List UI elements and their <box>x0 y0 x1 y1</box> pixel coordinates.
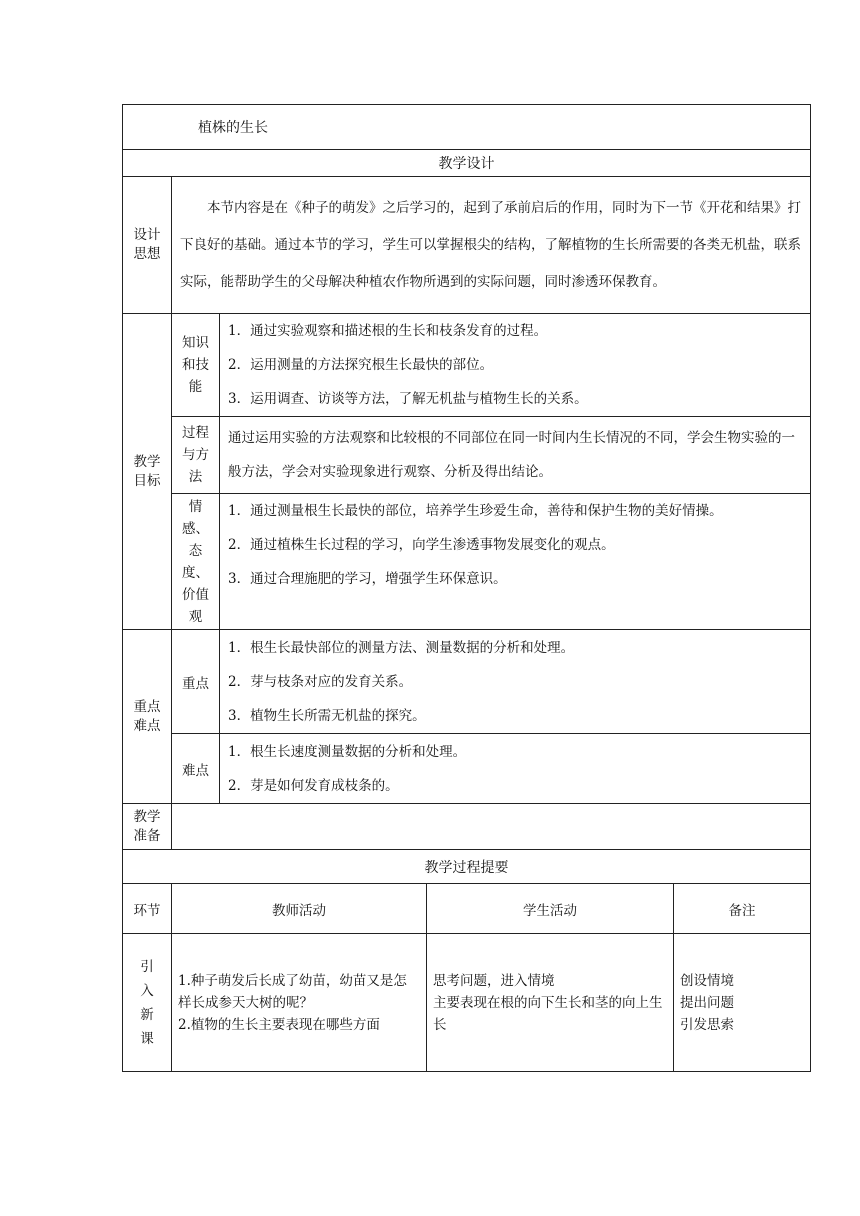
emotion-values-label: 情感、态度、价值观 <box>172 494 220 630</box>
list-item: 1．通过测量根生长最快的部位，培养学生珍爱生命，善待和保护生物的美好情操。 <box>228 503 723 519</box>
column-header-teacher: 教师活动 <box>172 884 427 934</box>
note-cell <box>674 934 811 1072</box>
key-point-label: 重点 <box>172 630 220 734</box>
teaching-prep-label: 教学准备 <box>123 804 172 850</box>
process-methods-text: 通过运用实验的方法观察和比较根的不同部位在同一时间内生长情况的不同，学会生物实验的一般方法，学会对实验现象进行观察、分析及得出结论。 <box>220 417 811 494</box>
teacher-activity-cell <box>172 934 427 1072</box>
teaching-prep-content <box>172 804 811 850</box>
knowledge-skills-label: 知识和技能 <box>172 314 220 417</box>
student-activity-line: 主要表现在根的向下生长和茎的向上生长 <box>433 994 663 1033</box>
list-item: 2．芽是如何发育成枝条的。 <box>228 777 399 794</box>
lesson-plan-table <box>122 104 811 1072</box>
list-item: 1．根生长最快部位的测量方法、测量数据的分析和处理。 <box>228 639 575 656</box>
list-item: 1．通过实验观察和描述根的生长和枝条发育的过程。 <box>228 323 548 339</box>
emotion-values-list <box>220 494 811 630</box>
lesson-plan-document <box>122 104 810 1072</box>
column-header-stage: 环节 <box>123 884 172 934</box>
document-title: 植株的生长 <box>123 105 811 150</box>
key-point-list <box>220 630 811 734</box>
list-item: 3．运用调查、访谈等方法，了解无机盐与植物生长的关系。 <box>228 391 588 407</box>
list-item: 2．通过植株生长过程的学习，向学生渗透事物发展变化的观点。 <box>228 537 615 553</box>
list-item: 2．芽与枝条对应的发育关系。 <box>228 673 413 690</box>
student-activity-cell <box>427 934 674 1072</box>
list-item: 1．根生长速度测量数据的分析和处理。 <box>228 743 467 760</box>
key-difficult-label: 重点难点 <box>123 630 172 804</box>
list-item: 3．植物生长所需无机盐的探究。 <box>228 707 426 724</box>
difficult-point-label: 难点 <box>172 734 220 804</box>
process-methods-label: 过程与方法 <box>172 417 220 494</box>
stage-cell: 引入新课 <box>123 934 172 1072</box>
note-line: 创设情境 <box>680 972 734 989</box>
note-line: 提出问题 <box>680 994 734 1011</box>
list-item: 3．通过合理施肥的学习，增强学生环保意识。 <box>228 571 507 587</box>
design-idea-label: 设计思想 <box>123 177 172 314</box>
note-line: 引发思索 <box>680 1016 734 1033</box>
column-header-note: 备注 <box>674 884 811 934</box>
student-activity-line: 思考问题，进入情境 <box>433 972 555 989</box>
teacher-activity-line: 1.种子萌发后长成了幼苗，幼苗又是怎样长成参天大树的呢？ <box>178 972 407 1011</box>
difficult-point-list <box>220 734 811 804</box>
table-row <box>123 934 811 1072</box>
column-header-student: 学生活动 <box>427 884 674 934</box>
knowledge-skills-list <box>220 314 811 417</box>
process-outline-header: 教学过程提要 <box>123 850 811 884</box>
teaching-design-header: 教学设计 <box>123 150 811 177</box>
design-idea-text: 本节内容是在《种子的萌发》之后学习的，起到了承前启后的作用，同时为下一节《开花和结果》打下良好的基础。通过本节的学习，学生可以掌握根尖的结构，了解植物的生长所需要的各类无机盐，联系实际，能帮助学生的父母解决种植农作物所遇到的实际问题，同时渗透环保教育。 <box>172 177 811 314</box>
teacher-activity-line: 2.植物的生长主要表现在哪些方面 <box>178 1016 380 1033</box>
list-item: 2．运用测量的方法探究根生长最快的部位。 <box>228 357 494 373</box>
objectives-label: 教学目标 <box>123 314 172 630</box>
